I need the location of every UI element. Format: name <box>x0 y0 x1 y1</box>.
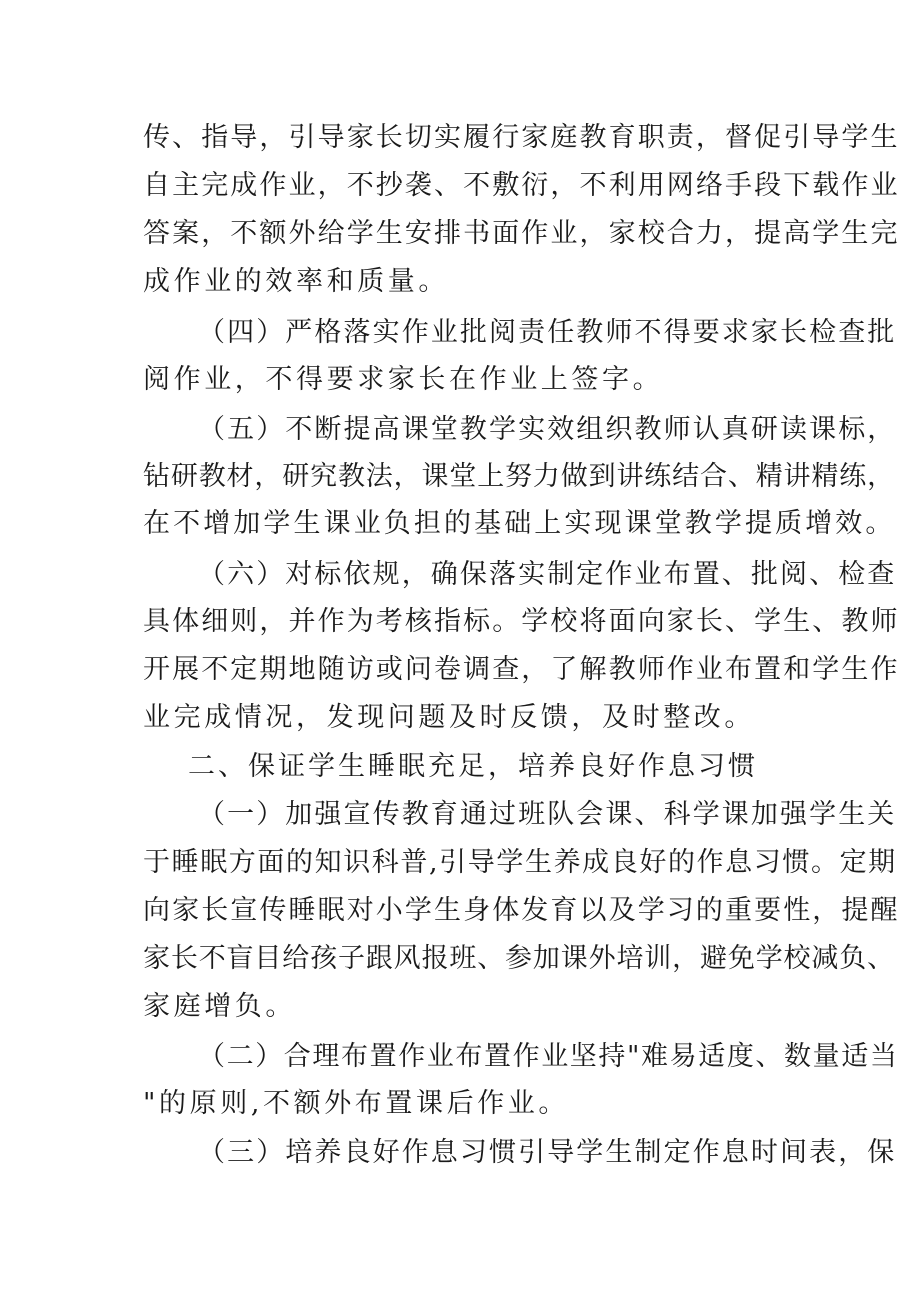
section-heading: 二、保证学生睡眠充足，培养良好作息习惯 <box>188 751 758 782</box>
paragraph-start-line: （六）对标依规，确保落实制定作业布置、批阅、检查 <box>198 559 897 590</box>
paragraph-start-line: （三）培养良好作息习惯引导学生制定作息时间表，保 <box>198 1137 897 1168</box>
paragraph-start-line: （五）不断提高课堂教学实效组织教师认真研读课标， <box>198 414 897 445</box>
text-line: 家长不盲目给孩子跟风报班、参加课外培训，避免学校减负、 <box>143 943 895 974</box>
text-line: 开展不定期地随访或问卷调查，了解教师作业布置和学生作 <box>143 654 900 685</box>
text-line: 成作业的效率和质量。 <box>143 266 449 297</box>
text-line: "的原则,不额外布置课后作业。 <box>143 1088 570 1119</box>
text-line: 于睡眠方面的知识科普,引导学生养成良好的作息习惯。定期 <box>143 847 897 878</box>
text-line: 在不增加学生课业负担的基础上实现课堂教学提质增效。 <box>143 508 896 539</box>
text-line: 传、指导，引导家长切实履行家庭教育职责，督促引导学生 <box>143 122 900 153</box>
text-line: 阅作业，不得要求家长在作业上签字。 <box>143 364 664 395</box>
text-line: 具体细则，并作为考核指标。学校将面向家长、学生、教师 <box>143 606 900 637</box>
paragraph-start-line: （一）加强宣传教育通过班队会课、科学课加强学生关 <box>198 799 897 830</box>
text-line: 钻研教材，研究教法，课堂上努力做到讲练结合、精讲精练， <box>143 461 895 492</box>
text-line: 向家长宣传睡眠对小学生身体发育以及学习的重要性，提醒 <box>143 895 900 926</box>
paragraph-start-line: （二）合理布置作业布置作业坚持"难易适度、数量适当 <box>198 1041 899 1072</box>
text-line: 自主完成作业，不抄袭、不敷衍，不利用网络手段下载作业 <box>143 170 900 201</box>
text-line: 家庭增负。 <box>143 991 296 1022</box>
text-line: 业完成情况，发现问题及时反馈，及时整改。 <box>143 702 755 733</box>
paragraph-start-line: （四）严格落实作业批阅责任教师不得要求家长检查批 <box>198 317 897 348</box>
text-line: 答案，不额外给学生安排书面作业，家校合力，提高学生完 <box>143 218 900 249</box>
